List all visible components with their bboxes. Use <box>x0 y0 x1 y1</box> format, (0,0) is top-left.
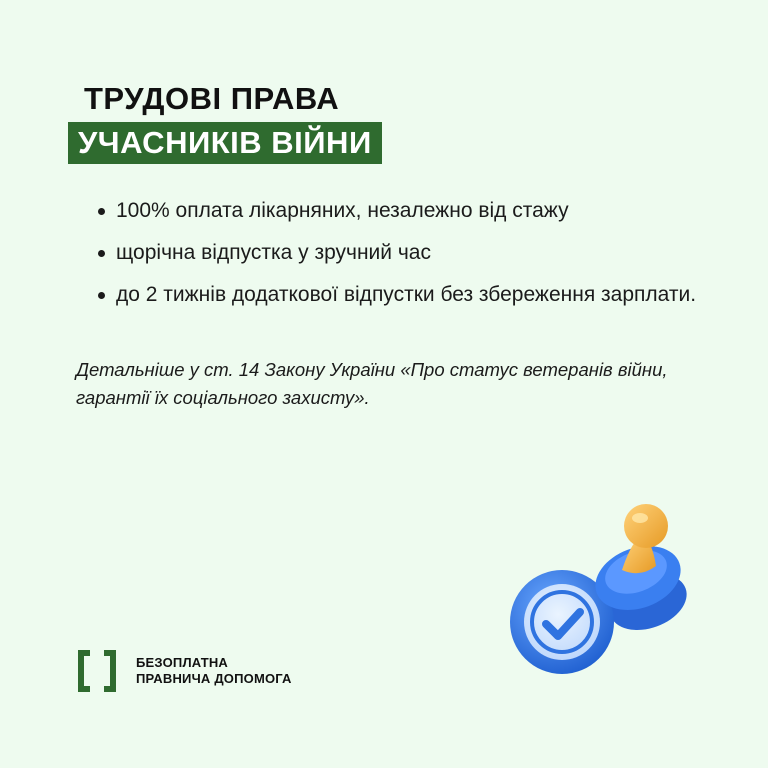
list-item: 100% оплата лікарняних, незалежно від стажу <box>96 196 716 226</box>
page-title-line2: УЧАСНИКІВ ВІЙНИ <box>68 122 382 164</box>
brand-name-line2: ПРАВНИЧА ДОПОМОГА <box>136 671 292 686</box>
stamp-check-icon <box>500 500 710 680</box>
list-item: щорічна відпустка у зручний час <box>96 238 716 268</box>
bracket-logo-icon <box>76 650 118 692</box>
page-title-line1: ТРУДОВІ ПРАВА <box>84 81 340 116</box>
brand-name-line1: БЕЗОПЛАТНА <box>136 655 229 670</box>
list-item: до 2 тижнів додаткової відпустки без збереження зарплати. <box>96 280 716 310</box>
brand-name <box>136 655 292 687</box>
law-reference-note: Детальніше у ст. 14 Закону України «Про статус ветеранів війни, гарантії їх соціального захисту». <box>76 359 668 408</box>
rights-list <box>96 196 716 322</box>
brand-logo <box>76 650 292 692</box>
